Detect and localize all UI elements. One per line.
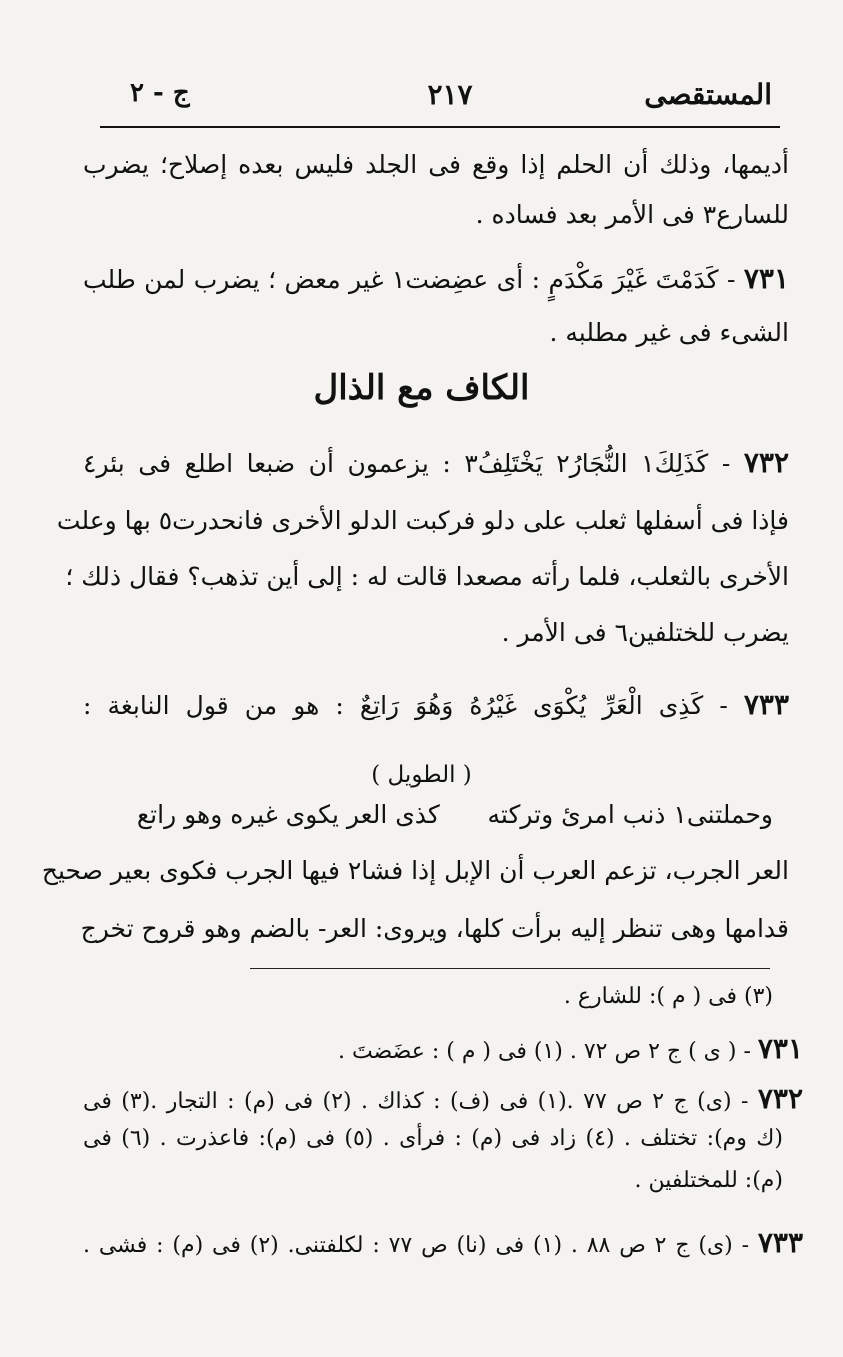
body-line: الشىء فى غير مطلبه . [549, 318, 789, 347]
entry-text: - كَدَمْتَ غَيْرَ مَكْدَمٍ : أى عضِضت١ غير معض ؛ يضرب لمن طلب [83, 265, 744, 294]
volume-label: ج - ٢ [130, 78, 190, 108]
body-line: قدامها وهى تنظر إليه برأت كلها، ويروى: العر- بالضم وهو قروح تخرج [80, 914, 789, 943]
body-line: فإذا فى أسفلها ثعلب على دلو فركبت الدلو الأخرى فانحدرت٥ بها وعلت [56, 506, 789, 535]
book-title: المستقصى [644, 78, 772, 111]
footnote [83, 1032, 803, 1065]
footnote: (م): للمختلفين . [634, 1168, 783, 1193]
footnote: (٣) فى ( م ): للشارع . [563, 984, 773, 1009]
footnote [83, 1082, 803, 1115]
body-line: يضرب للختلفين٦ فى الأمر . [501, 618, 789, 647]
entry-733-line [83, 688, 789, 721]
verse-line: وحملتنى١ ذنب امرئ وتركته كذى العر يكوى غيره وهو راتع [136, 800, 773, 829]
body-line: العر الجرب، تزعم العرب أن الإبل إذا فشا٢ فيها الجرب فكوى بعير صحيح [41, 856, 789, 885]
entry-732-line [83, 446, 789, 479]
page-header [110, 78, 772, 118]
poetic-meter: ( الطويل ) [371, 762, 472, 788]
entry-number: ٧٣١ [743, 262, 789, 295]
footnote-text: - (ى) ج ٢ ص ٧٧ .(١) فى (ف) : كذاك . (٢) فى (م) : التجار .(٣) فى [83, 1089, 758, 1114]
section-title: الكاف مع الذال [313, 368, 530, 408]
body-line: للسارع٣ فى الأمر بعد فساده . [475, 200, 789, 229]
footnote-text: - ( ى ) ج ٢ ص ٧٢ . (١) فى ( م ) : عضَضتَ . [337, 1039, 758, 1064]
entry-text: - كَذَلِكَ١ النُّجَارُ٢ يَخْتَلِفُ٣ : يزعمون أن ضبعا اطلع فى بئر٤ [83, 449, 744, 478]
body-line: أديمها، وذلك أن الحلم إذا وقع فى الجلد فليس بعده إصلاح؛ يضرب [83, 150, 789, 179]
body-line: الأخرى بالثعلب، فلما رأته مصعدا قالت له : إلى أين تذهب؟ فقال ذلك ؛ [65, 562, 789, 591]
entry-number: ٧٣٣ [743, 688, 789, 721]
footnote: (ك وم): تختلف . (٤) زاد فى (م) : فرأى . (٥) فى (م): فاعذرت . (٦) فى [83, 1126, 783, 1151]
footnote-entry-number: ٧٣٢ [757, 1082, 803, 1115]
entry-text: - كَذِى الْعَرِّ يُكْوَى غَيْرُهُ وَهُوَ رَاتِعٌ : هو من قول النابغة : [83, 691, 744, 720]
footnote-entry-number: ٧٣٣ [757, 1226, 804, 1259]
header-rule [100, 126, 780, 128]
footnote [83, 1226, 803, 1259]
entry-731-line [83, 262, 789, 295]
footnote-entry-number: ٧٣١ [757, 1032, 803, 1065]
footnote-text: - (ى) ج ٢ ص ٨٨ . (١) فى (نا) ص ٧٧ : لكلفتنى. (٢) فى (م) : فشى . [83, 1233, 758, 1258]
entry-number: ٧٣٢ [743, 446, 789, 479]
footnote-rule [250, 968, 770, 969]
page-number: ٢١٧ [427, 78, 473, 111]
